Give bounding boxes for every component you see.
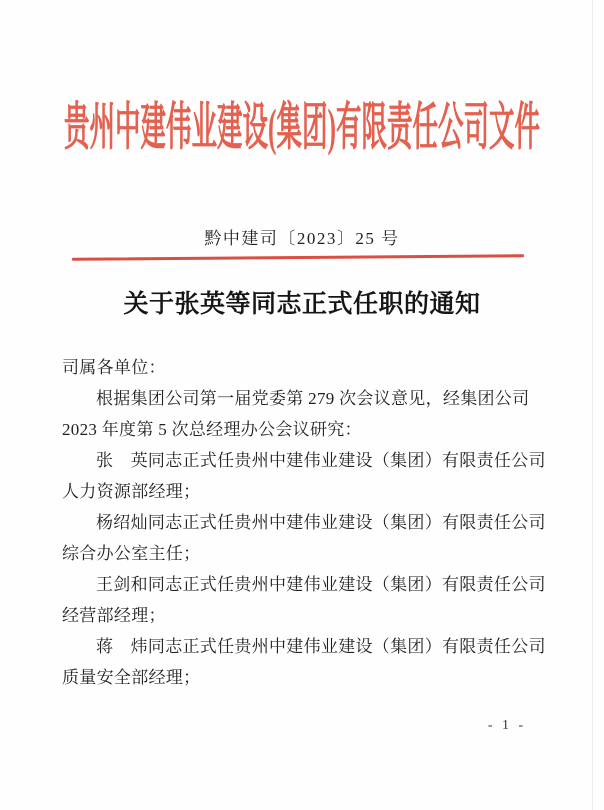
body-line: 杨绍灿同志正式任贵州中建伟业建设（集团）有限责任公司 (96, 513, 546, 532)
body-line: 根据集团公司第一届党委第 279 次会议意见，经集团公司 (96, 389, 530, 408)
document-body (62, 352, 544, 693)
document-title: 关于张英等同志正式任职的通知 (123, 291, 481, 318)
body-line: 综合办公室主任； (62, 544, 201, 563)
body-line: 蒋 炜同志正式任贵州中建伟业建设（集团）有限责任公司 (96, 637, 546, 656)
page-number: - 1 - (487, 718, 527, 733)
body-line: 人力资源部经理； (62, 482, 201, 501)
body-line: 经营部经理； (62, 606, 166, 625)
document-number: 黔中建司〔2023〕25 号 (204, 229, 400, 248)
red-divider-line (72, 254, 524, 261)
body-line: 张 英同志正式任贵州中建伟业建设（集团）有限责任公司 (96, 451, 546, 470)
body-line-salutation: 司属各单位： (62, 358, 166, 377)
body-line: 王剑和同志正式任贵州中建伟业建设（集团）有限责任公司 (96, 575, 546, 594)
body-line: 质量安全部经理； (62, 668, 201, 687)
scan-artifact-line (592, 0, 593, 810)
body-line: 2023 年度第 5 次总经理办公会议研究： (62, 420, 362, 439)
masthead-title: 贵州中建伟业建设(集团)有限责任公司文件 (63, 100, 540, 157)
